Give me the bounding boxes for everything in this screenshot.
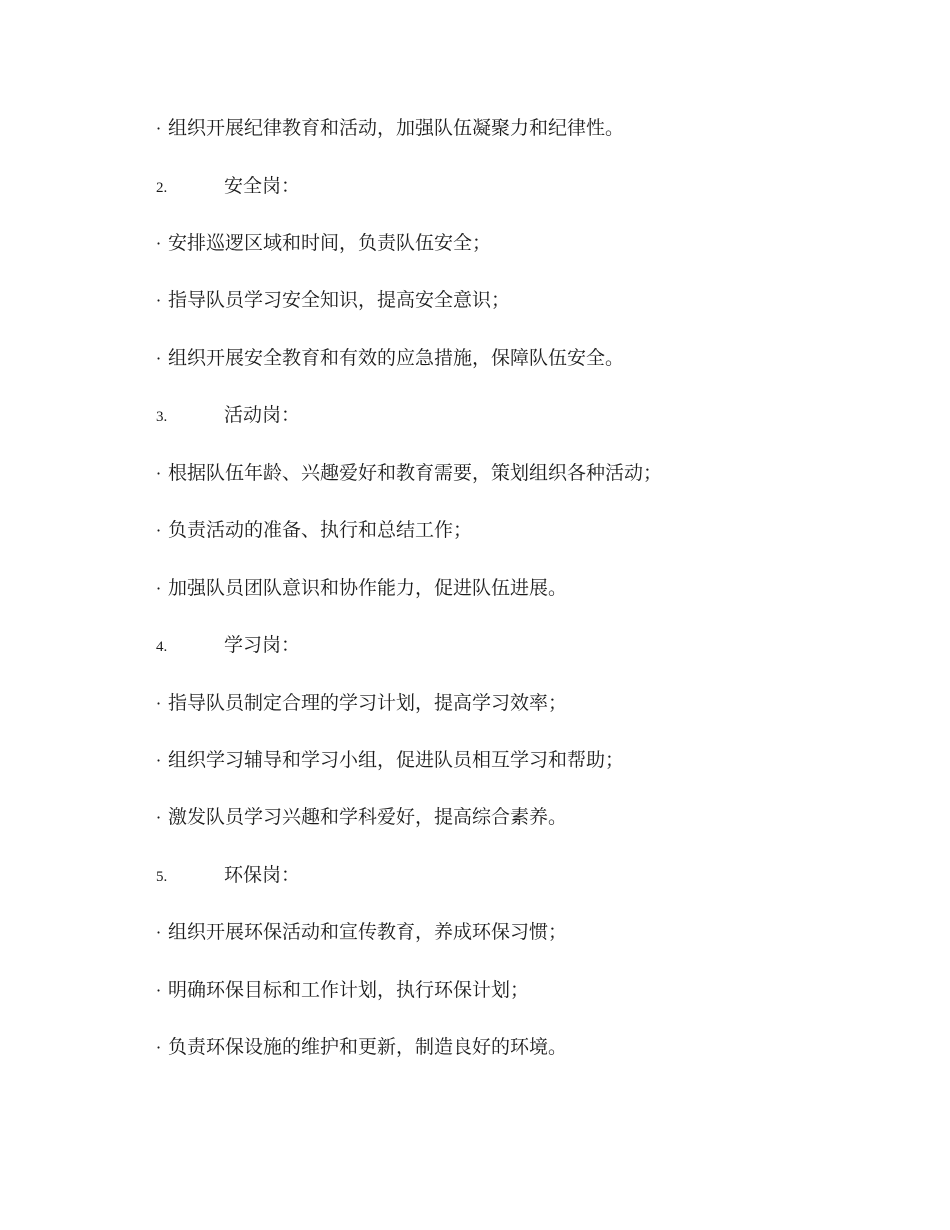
section-number: 3. (156, 409, 168, 425)
bullet-dot: · (156, 981, 162, 1000)
bullet-dot: · (156, 119, 162, 138)
bullet-dot: · (156, 464, 162, 483)
bullet-dot: · (156, 521, 162, 540)
bullet-line (156, 1032, 567, 1062)
bullet-line (156, 458, 662, 488)
bullet-dot: · (156, 923, 162, 942)
bullet-dot: · (156, 349, 162, 368)
bullet-dot: · (156, 1038, 162, 1057)
section-heading (156, 630, 300, 660)
bullet-line (156, 917, 567, 947)
bullet-text: 指导队员制定合理的学习计划，提高学习效率； (168, 692, 568, 714)
bullet-line (156, 745, 624, 775)
section-heading (156, 400, 300, 430)
bullet-dot: · (156, 751, 162, 770)
bullet-dot: · (156, 579, 162, 598)
bullet-line (156, 343, 624, 373)
bullet-text: 负责环保设施的维护和更新，制造良好的环境。 (168, 1036, 568, 1058)
bullet-text: 激发队员学习兴趣和学科爱好，提高综合素养。 (168, 806, 568, 828)
bullet-text: 组织开展纪律教育和活动，加强队伍凝聚力和纪律性。 (168, 117, 625, 139)
bullet-text: 明确环保目标和工作计划，执行环保计划； (168, 979, 530, 1001)
bullet-text: 指导队员学习安全知识，提高安全意识； (168, 289, 511, 311)
bullet-dot: · (156, 694, 162, 713)
section-title: 环保岗： (224, 864, 301, 886)
bullet-line (156, 688, 567, 718)
bullet-text: 组织开展环保活动和宣传教育，养成环保习惯； (168, 921, 568, 943)
section-title: 安全岗： (224, 175, 301, 197)
bullet-line (156, 802, 567, 832)
bullet-text: 加强队员团队意识和协作能力，促进队伍进展。 (168, 577, 568, 599)
section-number: 4. (156, 639, 168, 655)
bullet-text: 组织学习辅导和学习小组，促进队员相互学习和帮助； (168, 749, 625, 771)
section-title: 学习岗： (224, 634, 301, 656)
bullet-dot: · (156, 291, 162, 310)
bullet-line (156, 228, 491, 258)
bullet-line (156, 285, 510, 315)
section-number: 5. (156, 869, 168, 885)
section-number: 2. (156, 180, 168, 196)
section-title: 活动岗： (224, 404, 301, 426)
bullet-dot: · (156, 234, 162, 253)
bullet-line (156, 515, 472, 545)
bullet-line (156, 573, 567, 603)
bullet-text: 安排巡逻区域和时间，负责队伍安全； (168, 232, 492, 254)
bullet-text: 根据队伍年龄、兴趣爱好和教育需要，策划组织各种活动； (168, 462, 663, 484)
bullet-line (156, 113, 624, 143)
bullet-text: 组织开展安全教育和有效的应急措施，保障队伍安全。 (168, 347, 625, 369)
section-heading (156, 860, 300, 890)
bullet-line (156, 975, 529, 1005)
bullet-dot: · (156, 808, 162, 827)
section-heading (156, 171, 300, 201)
bullet-text: 负责活动的准备、执行和总结工作； (168, 519, 473, 541)
